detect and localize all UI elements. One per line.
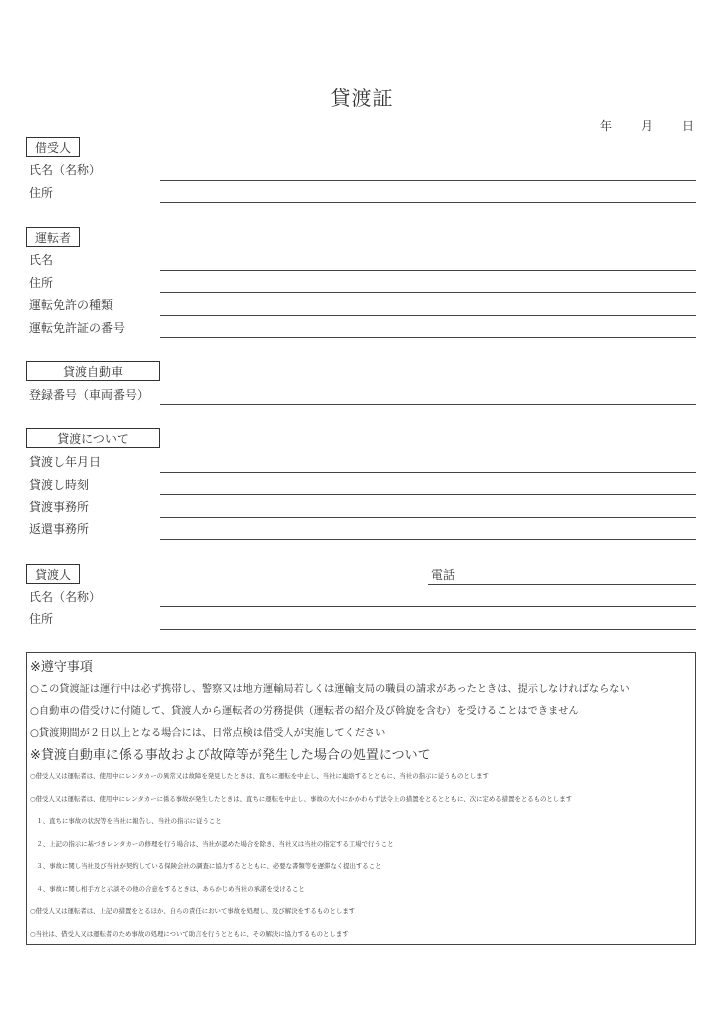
lender-name-label: 氏名（名称） <box>29 590 102 604</box>
rental-date-label: 貸渡し年月日 <box>29 455 102 469</box>
phone-field[interactable] <box>428 584 696 585</box>
accident-item: ○借受人又は運転者は、上記の措置をとるほか、自らの責任において事故を処理し、及び解決をするものとします <box>30 907 356 915</box>
borrower-name-label: 氏名（名称） <box>29 163 102 177</box>
lender-address-label: 住所 <box>29 612 54 626</box>
date-year-label: 年 <box>600 119 613 133</box>
notice-rule: ○自動車の借受けに付随して、貸渡人から運転者の労務提供（運転者の紹介及び斡旋を含む）を受けることはできません <box>30 706 579 717</box>
notice-heading: ※遵守事項 <box>30 660 93 675</box>
date-month-label: 月 <box>641 119 654 133</box>
license-type-field[interactable] <box>160 315 696 316</box>
vehicle-heading: 貸渡自動車 <box>26 361 160 381</box>
rental-time-label: 貸渡し時刻 <box>29 478 90 492</box>
rental-heading: 貸渡について <box>26 428 160 448</box>
rental-time-field[interactable] <box>160 494 696 495</box>
borrower-address-label: 住所 <box>29 186 54 200</box>
driver-name-label: 氏名 <box>29 253 54 267</box>
borrower-address-field[interactable] <box>160 202 696 203</box>
document-title: 貸渡証 <box>330 86 394 110</box>
accident-heading: ※貸渡自動車に係る事故および故障等が発生した場合の処置について <box>30 748 431 763</box>
driver-address-field[interactable] <box>160 292 696 293</box>
registration-number-field[interactable] <box>160 404 696 405</box>
rental-office-label: 貸渡事務所 <box>29 500 90 514</box>
accident-item: ３、事故に関し当社及び当社が契約している保険会社の調査に協力するとともに、必要な書類等を遅滞なく提出すること <box>30 862 382 870</box>
date-day-label: 日 <box>682 119 695 133</box>
return-office-field[interactable] <box>160 539 696 540</box>
lender-heading: 貸渡人 <box>26 564 80 584</box>
accident-item: ○借受人又は運転者は、使用中にレンタカーに係る事故が発生したときは、直ちに運転を中止し、事故の大小にかかわらず法令上の措置をとるとともに、次に定める措置をとるものとします <box>30 795 572 803</box>
accident-item: １、直ちに事故の状況等を当社に報告し、当社の指示に従うこと <box>30 817 222 825</box>
lender-name-field[interactable] <box>160 606 696 607</box>
return-office-label: 返還事務所 <box>29 522 90 536</box>
accident-item: ○借受人又は運転者は、使用中にレンタカーの異常又は故障を発見したときは、直ちに運転を中止し、当社に連絡するとともに、当社の指示に従うものとします <box>30 772 489 780</box>
accident-item: ４、事故に関し相手方と示談その他の合意をするときは、あらかじめ当社の承諾を受けること <box>30 885 305 893</box>
notice-rule: ○貸渡期間が２日以上となる場合には、日常点検は借受人が実施してください <box>30 728 386 739</box>
phone-label: 電話 <box>431 568 456 582</box>
driver-address-label: 住所 <box>29 276 54 290</box>
registration-number-label: 登録番号（車両番号） <box>29 388 150 402</box>
rental-office-field[interactable] <box>160 517 696 518</box>
notice-rule: ○この貸渡証は運行中は必ず携帯し、警察又は地方運輸局若しくは運輸支局の職員の請求があったときは、提示しなければならない <box>30 684 630 695</box>
license-number-label: 運転免許証の番号 <box>29 321 126 335</box>
accident-item: ２、上記の指示に基づきレンタカーの修理を行う場合は、当社が認めた場合を除き、当社又は当社の指定する工場で行うこと <box>30 840 394 848</box>
license-type-label: 運転免許の種類 <box>29 298 114 312</box>
borrower-heading: 借受人 <box>26 137 80 157</box>
driver-heading: 運転者 <box>26 227 80 247</box>
borrower-name-field[interactable] <box>160 180 696 181</box>
rental-date-field[interactable] <box>160 472 696 473</box>
accident-item: ○当社は、借受人又は運転者のため事故の処理について助言を行うとともに、その解決に協力するものとします <box>30 930 349 938</box>
notice-box <box>26 652 696 945</box>
license-number-field[interactable] <box>160 337 696 338</box>
lender-address-field[interactable] <box>160 629 696 630</box>
driver-name-field[interactable] <box>160 270 696 271</box>
